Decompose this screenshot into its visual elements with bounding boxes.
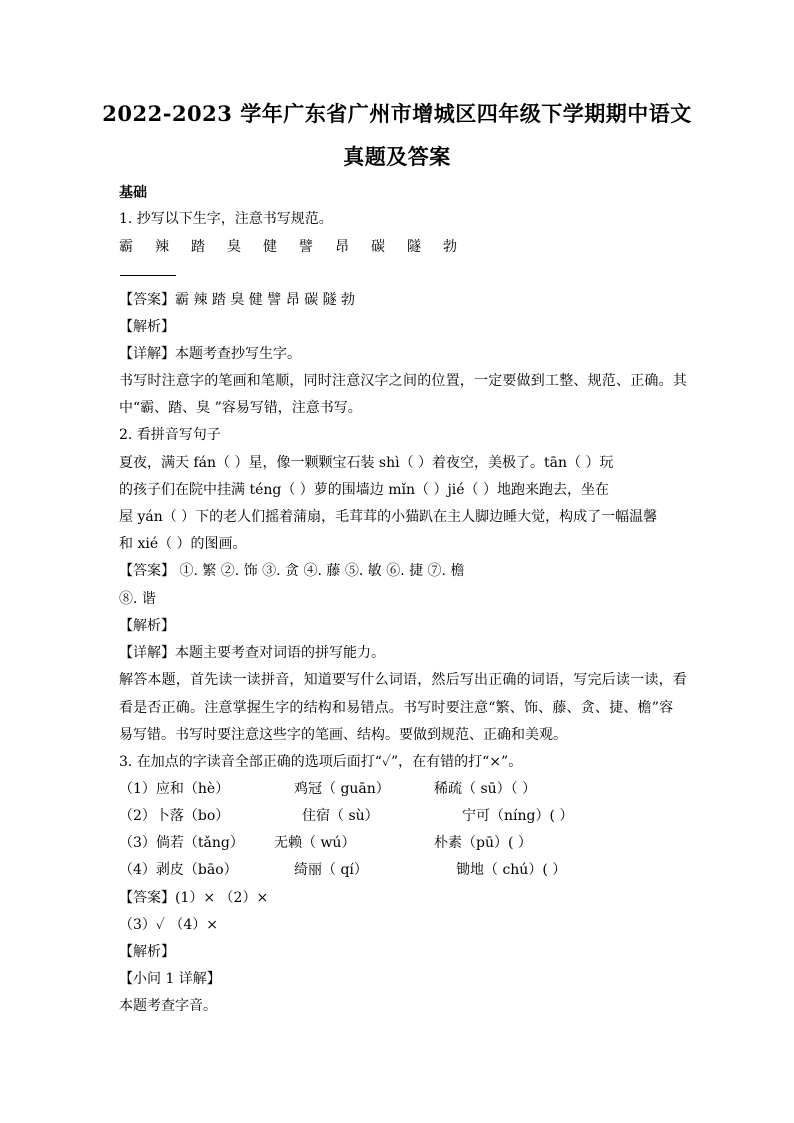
q3-answer-2: （3）✓ （4）× [119, 917, 219, 933]
q1-char-list [119, 236, 479, 256]
q1-detail: 【详解】本题考查抄写生字。 [119, 346, 301, 362]
q3-analysis-label: 【解析】 [119, 944, 175, 960]
q3-row3-col3: 朴素（pū）( ） [434, 835, 532, 851]
q3-row3-col1: （3）倘若（tǎng） [119, 835, 244, 851]
q1-char: 踏 [191, 239, 205, 255]
q1-text-1: 书写时注意字的笔画和笔顺，同时注意汉字之间的位置，一定要做到工整、规范、正确。其 [119, 373, 687, 389]
q2-text-3: 易写错。书写时要注意这些字的笔画、结构。要做到规范、正确和美观。 [119, 727, 567, 743]
q1-char: 霸 [119, 239, 133, 255]
q3-row1-col2: 鸡冠（ guān） [294, 781, 390, 797]
q3-row3-col2: 无赖（ wú） [274, 835, 356, 851]
q1-analysis-label: 【解析】 [119, 319, 175, 335]
q3-row2-col2: 住宿（ sù） [302, 808, 379, 824]
q2-answer-1: 【答案】 ①. 繁 ②. 饰 ③. 贪 ④. 藤 ⑤. 敏 ⑥. 捷 ⑦. 檐 [119, 563, 465, 579]
q1-question: 1. 抄写以下生字，注意书写规范。 [119, 211, 333, 227]
q3-row4-col1: （4）剥皮（bāo） [119, 862, 238, 878]
q3-row4-col2: 绮丽（ qí） [294, 862, 368, 878]
q1-text-2: 中“霸、踏、臭 ”容易写错，注意书写。 [119, 400, 362, 416]
q3-answer-1: 【答案】(1）× （2）× [119, 890, 269, 906]
q3-row2-col3: 宁可（níng）( ） [462, 808, 574, 824]
page-title-continued: 真题及答案 [343, 144, 451, 169]
q2-text-1: 解答本题，首先读一读拼音，知道要写什么词语，然后写出正确的词语，写完后读一读，看 [119, 672, 687, 688]
q2-detail: 【详解】本题主要考查对词语的拼写能力。 [119, 645, 385, 661]
q1-char: 勃 [443, 239, 457, 255]
q2-paragraph-1: 夏夜，满天 fán（ ）星，像一颗颗宝石装 shì（ ）着夜空，美极了。tān（ ）玩 [119, 455, 614, 471]
q3-row4-col3: 锄地（ chú）( ） [456, 862, 567, 878]
q1-char: 辣 [155, 239, 169, 255]
q1-char: 隧 [407, 239, 421, 255]
q2-analysis-label: 【解析】 [119, 618, 175, 634]
q1-char: 譬 [299, 239, 313, 255]
q2-paragraph-2: 的孩子们在院中挂满 téng（ ）萝的围墙边 mǐn（ ）jié（ ）地跑来跑去，坐在 [119, 482, 610, 498]
answer-blank-line [120, 275, 176, 276]
q3-text-1: 本题考查字音。 [119, 998, 217, 1014]
q2-question: 2. 看拼音写句子 [119, 427, 221, 443]
q3-question: 3. 在加点的字读音全部正确的选项后面打“✓”，在有错的打“×”。 [119, 754, 523, 770]
q2-answer-2: ⑧. 谐 [119, 591, 156, 607]
q2-paragraph-4: 和 xié（ ）的图画。 [119, 536, 247, 552]
section-heading: 基础 [119, 185, 147, 201]
q3-row2-col1: （2）卜落（bo） [119, 808, 230, 824]
page-title: 2022-2023 学年广东省广州市增城区四年级下学期期中语文 [102, 101, 692, 126]
q3-row1-col1: （1）应和（hè） [119, 781, 230, 797]
q1-char: 健 [263, 239, 277, 255]
q1-char: 昂 [335, 239, 349, 255]
q2-text-2: 看是否正确。注意掌握生字的结构和易错点。书写时要注意“繁、饰、藤、贪、捷、檐”容 [119, 700, 674, 716]
q3-row1-col3: 稀疏（ sū）（ ） [434, 781, 537, 797]
q1-char: 臭 [227, 239, 241, 255]
q1-char: 碳 [371, 239, 385, 255]
q3-sub-heading: 【小问 1 详解】 [119, 971, 221, 987]
q1-answer: 【答案】霸 辣 踏 臭 健 譬 昂 碳 隧 勃 [119, 292, 356, 308]
q2-paragraph-3: 屋 yán（ ）下的老人们摇着蒲扇，毛茸茸的小猫趴在主人脚边睡大觉，构成了一幅温馨 [119, 509, 658, 525]
